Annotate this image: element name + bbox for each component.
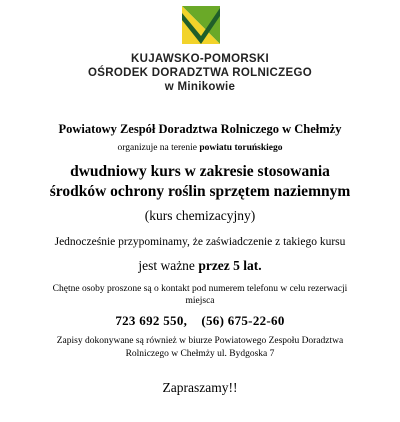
course-type: (kurs chemizacyjny) — [144, 208, 256, 223]
team-heading: Powiatowy Zespół Doradztwa Rolniczego w Chełmży — [58, 122, 342, 136]
signup-line2: Rolniczego w Chełmży ul. Bydgoska 7 — [125, 349, 275, 359]
reminder-text: Jednocześnie przypominamy, że zaświadczenie z takiego kursu — [54, 236, 346, 248]
validity-period: przez 5 lat. — [198, 258, 262, 273]
organizes-prefix: organizuje na terenie — [117, 143, 200, 153]
course-title-line2: środków ochrony roślin sprzętem naziemnym — [49, 183, 351, 200]
org-name-line1: KUJAWSKO-POMORSKI — [131, 53, 269, 65]
phone-numbers[interactable]: 723 692 550, (56) 675-22-60 — [115, 313, 285, 328]
kodr-logo-icon — [182, 6, 220, 44]
organizes-area: powiatu toruńskiego — [199, 143, 283, 153]
invite-text: Zapraszamy!! — [162, 380, 238, 395]
signup-line1: Zapisy dokonywane są również w biurze Powiatowego Zespołu Doradztwa — [56, 336, 344, 346]
contact-line2: miejsca — [185, 296, 215, 306]
course-title-line1: dwudniowy kurs w zakresie stosowania — [70, 163, 330, 180]
organizes-line — [0, 142, 400, 154]
org-name-line3: w Minikowie — [164, 81, 236, 93]
validity-prefix: jest ważne — [138, 258, 199, 273]
contact-line1: Chętne osoby proszone są o kontakt pod numerem telefonu w celu rezerwacji — [52, 284, 348, 294]
org-name-line2: OŚRODEK DORADZTWA ROLNICZEGO — [88, 67, 312, 79]
validity-line — [0, 258, 400, 274]
